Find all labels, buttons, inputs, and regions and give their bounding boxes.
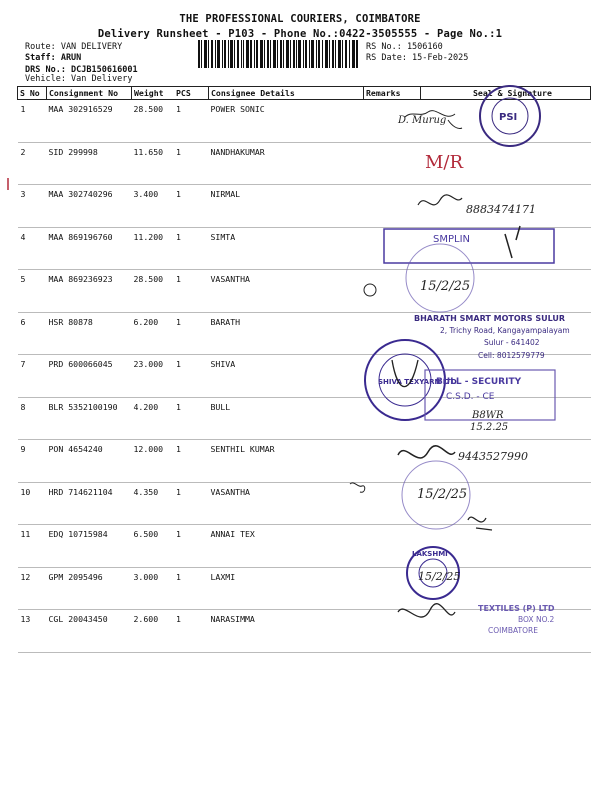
table-row [18,270,591,313]
row-seal-signature [421,525,591,568]
col-header-weight: Weight [132,87,175,100]
svg-text:15/2/25: 15/2/25 [420,279,471,294]
row-sno: 6 [18,312,47,355]
table-row [18,397,591,440]
row-consignee: SIMTA [209,227,364,270]
row-weight: 2.600 [132,610,175,653]
row-pcs: 1 [174,525,209,568]
svg-text:BHARATH SMART MOTORS SULUR: BHARATH SMART MOTORS SULUR [414,314,566,323]
row-sno: 2 [18,142,47,185]
col-header-remarks: Remarks [364,87,421,100]
svg-text:15.2.25: 15.2.25 [470,422,509,433]
row-consignee: BARATH [209,312,364,355]
row-sno: 8 [18,397,47,440]
svg-text:2, Trichy Road, Kangayampalaya: 2, Trichy Road, Kangayampalayam [440,326,570,335]
row-consignment-no: PON 4654240 [47,440,132,483]
row-consignment-no: CGL 20043450 [47,610,132,653]
svg-text:LAKSHMI: LAKSHMI [412,550,448,558]
row-consignment-no: SID 299998 [47,142,132,185]
svg-text:SHIVA TEXYARN LTD: SHIVA TEXYARN LTD [378,378,457,386]
row-weight: 3.400 [132,185,175,228]
row-seal-signature [421,355,591,398]
row-consignment-no: MAA 302740296 [47,185,132,228]
row-consignee: ANNAI TEX [209,525,364,568]
svg-text:Cell: 8012579779: Cell: 8012579779 [478,351,545,360]
row-pcs: 1 [174,312,209,355]
table-row [18,355,591,398]
row-weight: 3.000 [132,567,175,610]
row-consignee: VASANTHA [209,482,364,525]
row-consignee: NANDHAKUMAR [209,142,364,185]
col-header-consignment: Consignment No [47,87,132,100]
row-remarks [364,397,421,440]
staff-label: Staff: ARUN [25,53,82,63]
col-header-sno: S No [18,87,47,100]
row-consignment-no: EDQ 10715984 [47,525,132,568]
svg-text:SMPLIN: SMPLIN [433,234,471,245]
drs-number: DRS No.: DCJB150616001 [25,65,138,75]
row-remarks [364,610,421,653]
table-row [18,482,591,525]
row-seal-signature [421,270,591,313]
row-weight: 28.500 [132,100,175,143]
row-remarks [364,270,421,313]
rs-number: RS No.: 1506160 [366,42,443,52]
row-remarks [364,482,421,525]
svg-text:C.S.D. - CE: C.S.D. - CE [446,392,495,402]
row-sno: 1 [18,100,47,143]
table-row [18,185,591,228]
row-remarks [364,567,421,610]
col-header-pcs: PCS [174,87,209,100]
row-pcs: 1 [174,270,209,313]
row-consignee: VASANTHA [209,270,364,313]
row-seal-signature [421,440,591,483]
table-row [18,440,591,483]
row-remarks [364,142,421,185]
row-consignee: NIRMAL [209,185,364,228]
rs-date: RS Date: 15-Feb-2025 [366,53,469,63]
row-sno: 5 [18,270,47,313]
row-weight: 23.000 [132,355,175,398]
vehicle-label: Vehicle: Van Delivery [25,74,133,84]
row-consignment-no: MAA 302916529 [47,100,132,143]
svg-text:COIMBATORE: COIMBATORE [488,626,538,635]
row-seal-signature [421,100,591,143]
table-header-row [18,87,591,100]
row-consignee: LAXMI [209,567,364,610]
row-remarks [364,525,421,568]
row-consignment-no: HRD 714621104 [47,482,132,525]
row-sno: 11 [18,525,47,568]
row-seal-signature [421,610,591,653]
row-consignee: BULL [209,397,364,440]
row-weight: 12.000 [132,440,175,483]
table-row [18,610,591,653]
route-label: Route: VAN DELIVERY [25,42,123,52]
row-sno: 12 [18,567,47,610]
row-pcs: 1 [174,355,209,398]
runsheet-table [17,86,591,653]
row-seal-signature [421,567,591,610]
row-pcs: 1 [174,227,209,270]
svg-text:BOX NO.2: BOX NO.2 [518,615,555,624]
row-consignment-no: MAA 869236923 [47,270,132,313]
row-pcs: 1 [174,397,209,440]
table-row [18,525,591,568]
row-seal-signature [421,482,591,525]
row-sno: 7 [18,355,47,398]
svg-text:8883474171: 8883474171 [466,203,536,216]
row-remarks [364,100,421,143]
svg-text:15/2/25: 15/2/25 [418,570,461,583]
row-consignment-no: GPM 2095496 [47,567,132,610]
svg-text:9443527990: 9443527990 [458,450,528,463]
row-consignment-no: HSR 80878 [47,312,132,355]
row-weight: 11.200 [132,227,175,270]
svg-text:BULL - SECURITY: BULL - SECURITY [436,377,522,387]
row-pcs: 1 [174,482,209,525]
row-remarks [364,355,421,398]
row-seal-signature [421,142,591,185]
svg-text:TEXTILES (P) LTD: TEXTILES (P) LTD [478,604,555,613]
row-sno: 13 [18,610,47,653]
row-pcs: 1 [174,142,209,185]
row-seal-signature [421,397,591,440]
row-weight: 6.500 [132,525,175,568]
table-body [18,100,591,653]
table-row [18,142,591,185]
table-row [18,312,591,355]
table-row [18,567,591,610]
row-pcs: 1 [174,100,209,143]
svg-text:Sulur - 641402: Sulur - 641402 [484,338,540,347]
row-consignee: POWER SONIC [209,100,364,143]
row-weight: 28.500 [132,270,175,313]
svg-text:D. Murug: D. Murug [398,115,447,126]
row-consignee: NARASIMMA [209,610,364,653]
row-remarks [364,312,421,355]
row-sno: 9 [18,440,47,483]
row-remarks [364,440,421,483]
row-weight: 4.350 [132,482,175,525]
row-consignment-no: PRD 600066045 [47,355,132,398]
row-seal-signature [421,185,591,228]
row-pcs: 1 [174,567,209,610]
table-row [18,100,591,143]
row-sno: 4 [18,227,47,270]
svg-text:B8WR: B8WR [472,410,504,421]
row-seal-signature [421,312,591,355]
row-pcs: 1 [174,185,209,228]
company-title: THE PROFESSIONAL COURIERS, COIMBATORE [179,13,421,25]
row-consignment-no: MAA 869196760 [47,227,132,270]
col-header-consignee: Consignee Details [209,87,364,100]
row2-signature: M/R [425,152,464,173]
barcode-image [198,40,358,68]
row-weight: 11.650 [132,142,175,185]
table-row [18,227,591,270]
row-weight: 4.200 [132,397,175,440]
row-consignment-no: BLR 5352100190 [47,397,132,440]
svg-text:PSI: PSI [499,112,518,123]
row-pcs: 1 [174,440,209,483]
row-sno: 3 [18,185,47,228]
row-remarks [364,185,421,228]
row-seal-signature [421,227,591,270]
col-header-seal: Seal & Signature [421,87,591,100]
row-weight: 6.200 [132,312,175,355]
svg-text:15/2/25: 15/2/25 [417,487,468,502]
row-consignee: SHIVA [209,355,364,398]
row-remarks [364,227,421,270]
row-consignee: SENTHIL KUMAR [209,440,364,483]
row-pcs: 1 [174,610,209,653]
row-sno: 10 [18,482,47,525]
runsheet-subtitle: Delivery Runsheet - P103 - Phone No.:0422-3505555 - Page No.:1 [97,28,503,40]
